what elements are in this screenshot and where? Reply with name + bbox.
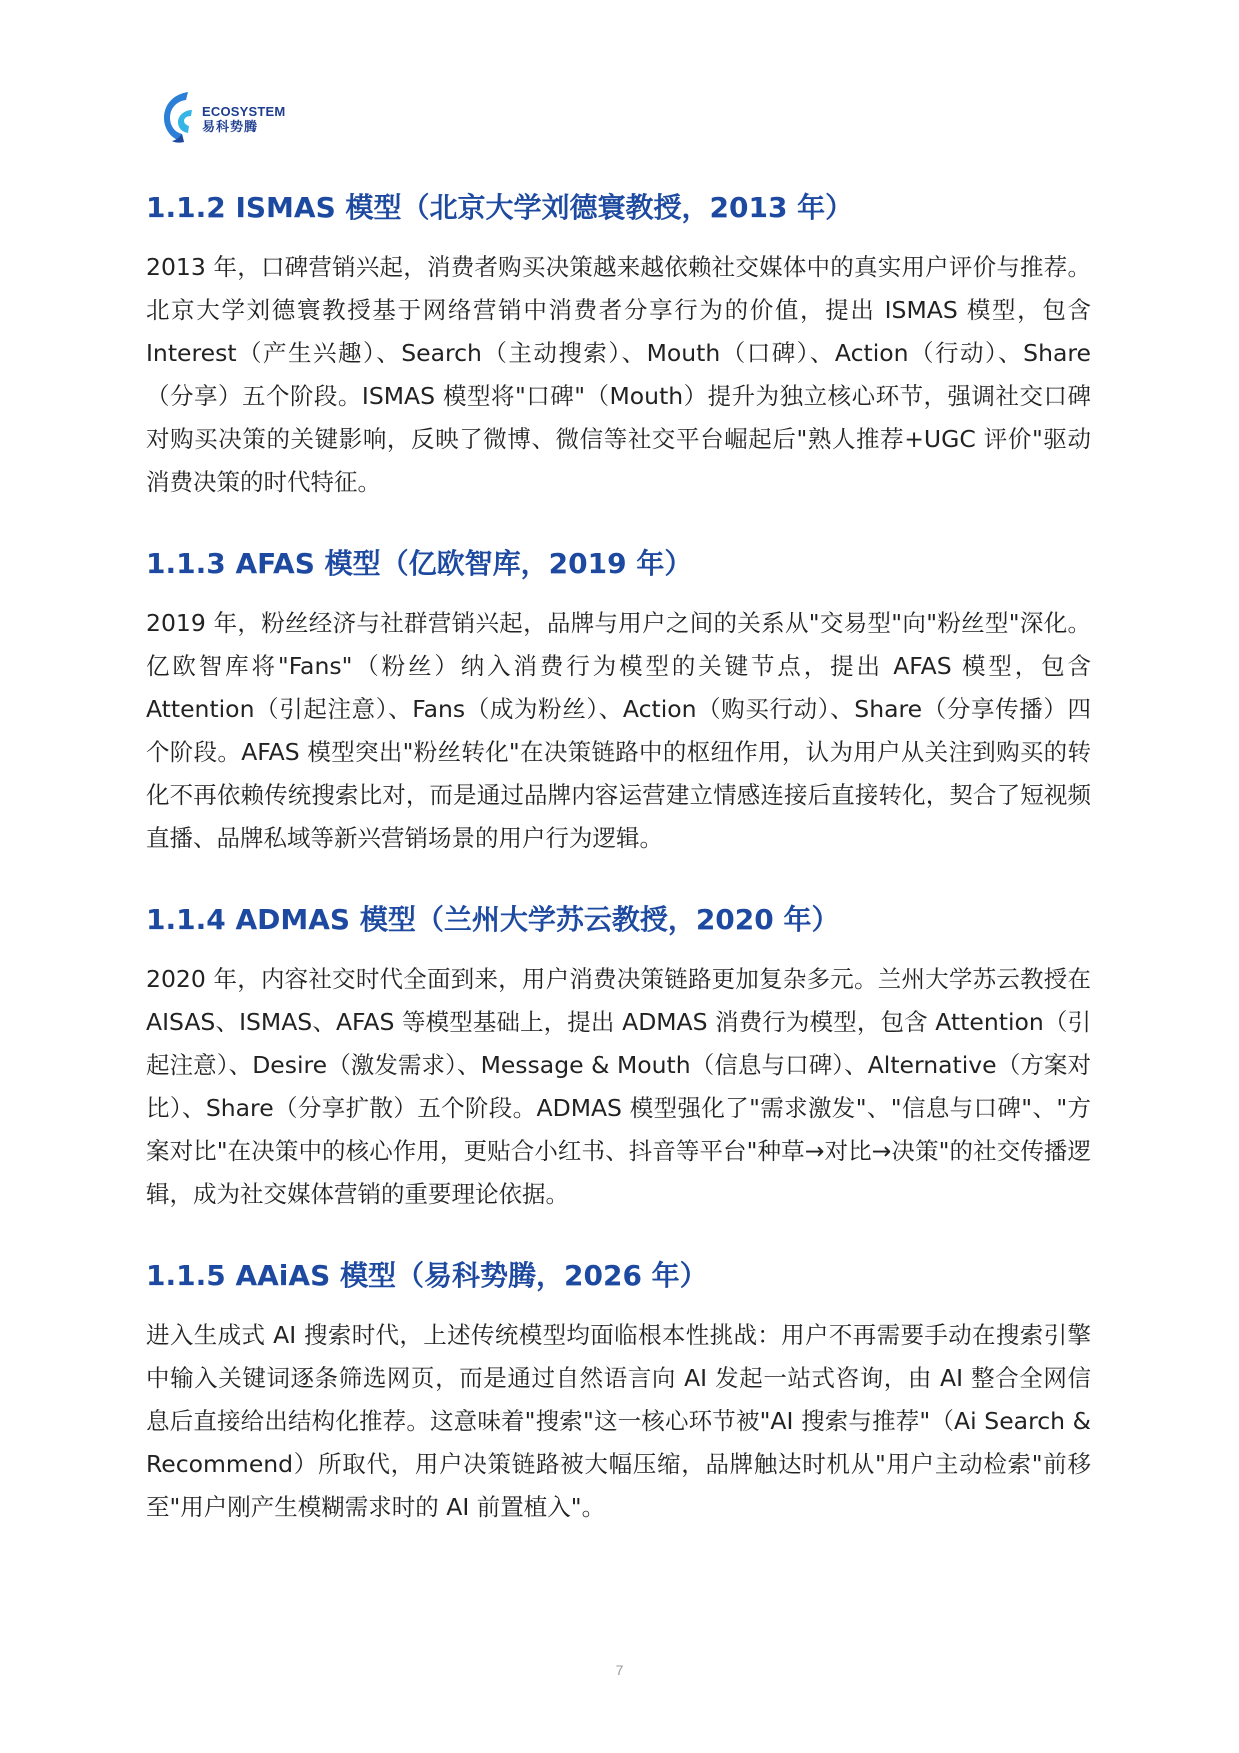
section-ismas: [146, 188, 1091, 504]
brand-logo: [158, 88, 285, 150]
page-number: 7: [615, 1662, 624, 1678]
section-paragraph: 2020 年，内容社交时代全面到来，用户消费决策链路更加复杂多元。兰州大学苏云教授在 AISAS、ISMAS、AFAS 等模型基础上，提出 ADMAS 消费行为模型，包含 Attention（引起注意）、Desire（激发需求）、Message & Mouth（信息与口碑）、Alternative（方案对比）、Share（分享扩散）五个阶段。ADMAS 模型强化了"需求激发"、"信息与口碑"、"方案对比"在决策中的核心作用，更贴合小红书、抖音等平台"种草→对比→决策"的社交传播逻辑，成为社交媒体营销的重要理论依据。: [146, 965, 1091, 1208]
section-paragraph: 进入生成式 AI 搜索时代，上述传统模型均面临根本性挑战：用户不再需要手动在搜索引擎中输入关键词逐条筛选网页，而是通过自然语言向 AI 发起一站式咨询，由 AI 整合全网信息后直接给出结构化推荐。这意味着"搜索"这一核心环节被"AI 搜索与推荐"（Ai Search & Recommend）所取代，用户决策链路被大幅压缩，品牌触达时机从"用户主动检索"前移至"用户刚产生模糊需求时的 AI 前置植入"。: [146, 1321, 1091, 1521]
logo-chinese-text: 易科势腾: [202, 119, 259, 135]
document-body: [146, 188, 1091, 1529]
logo-english-text: ECOSYSTEM: [202, 103, 286, 119]
section-afas: [146, 544, 1091, 860]
section-heading: 1.1.2 ISMAS 模型（北京大学刘德寰教授，2013 年）: [146, 191, 854, 224]
section-admas: [146, 900, 1091, 1216]
section-heading: 1.1.3 AFAS 模型（亿欧智库，2019 年）: [146, 547, 693, 580]
section-heading: 1.1.4 ADMAS 模型（兰州大学苏云教授，2020 年）: [146, 903, 840, 936]
ecosystem-logo-icon: [158, 88, 198, 150]
section-paragraph: 2019 年，粉丝经济与社群营销兴起，品牌与用户之间的关系从"交易型"向"粉丝型"深化。亿欧智库将"Fans"（粉丝）纳入消费行为模型的关键节点，提出 AFAS 模型，包含 Attention（引起注意）、Fans（成为粉丝）、Action（购买行动）、Share（分享传播）四个阶段。AFAS 模型突出"粉丝转化"在决策链路中的枢纽作用，认为用户从关注到购买的转化不再依赖传统搜索比对，而是通过品牌内容运营建立情感连接后直接转化，契合了短视频直播、品牌私域等新兴营销场景的用户行为逻辑。: [146, 609, 1091, 852]
section-aaias: [146, 1256, 1091, 1529]
section-heading: 1.1.5 AAiAS 模型（易科势腾，2026 年）: [146, 1259, 708, 1292]
section-paragraph: 2013 年，口碑营销兴起，消费者购买决策越来越依赖社交媒体中的真实用户评价与推荐。北京大学刘德寰教授基于网络营销中消费者分享行为的价值，提出 ISMAS 模型，包含 Interest（产生兴趣）、Search（主动搜索）、Mouth（口碑）、Action（行动）、Share（分享）五个阶段。ISMAS 模型将"口碑"（Mouth）提升为独立核心环节，强调社交口碑对购买决策的关键影响，反映了微博、微信等社交平台崛起后"熟人推荐+UGC 评价"驱动消费决策的时代特征。: [146, 253, 1091, 496]
